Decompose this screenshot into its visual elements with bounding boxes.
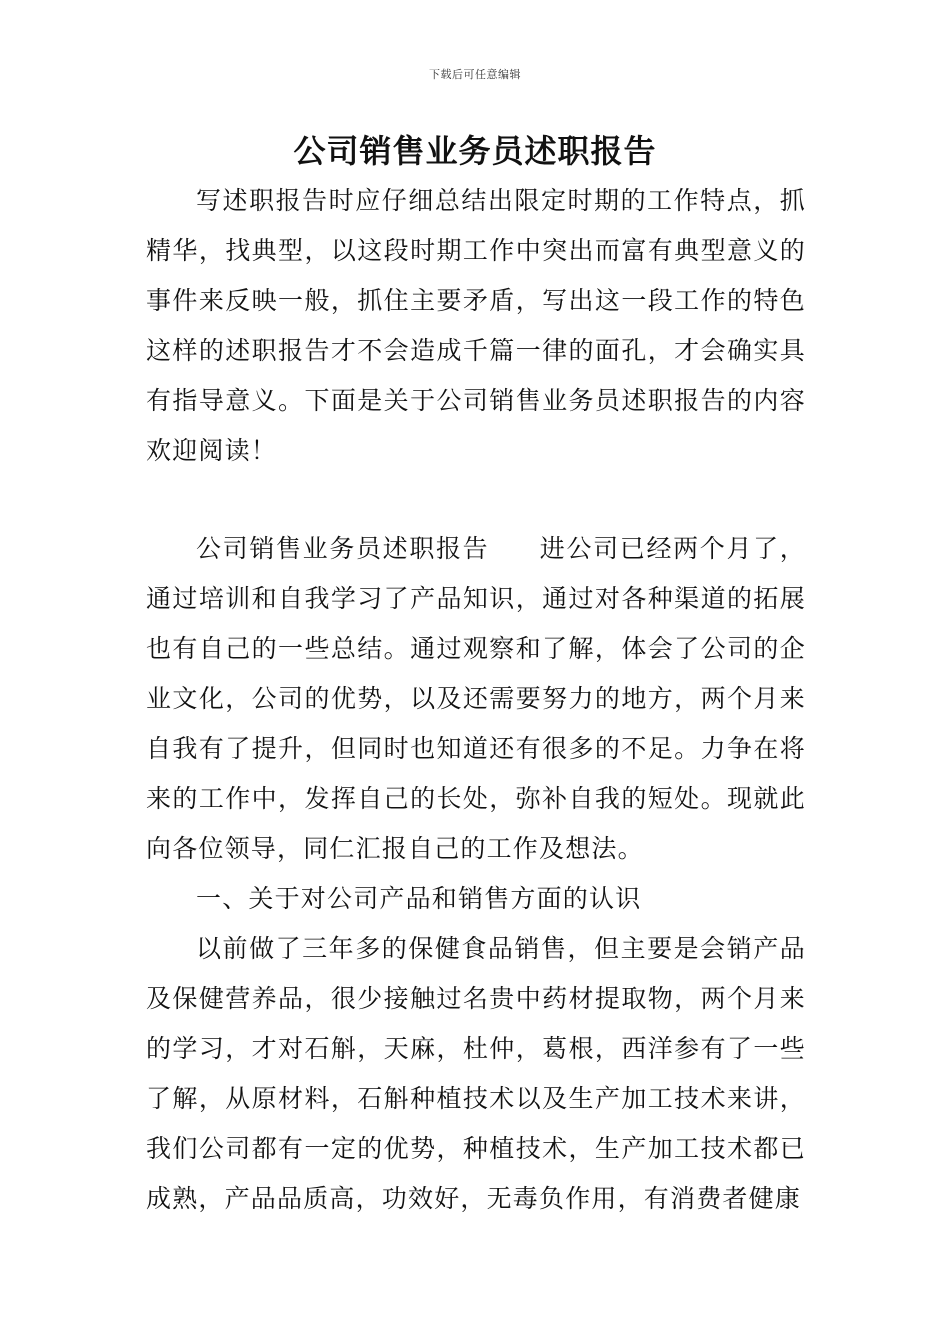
paragraph-1-text: 进公司已经两个月了，通过培训和自我学习了产品知识，通过对各种渠道的拓展也有自己的一些总结。通过观察和了解，体会了公司的企业文化，公司的优势，以及还需要努力的地方，两个月来自我有了提升，但同时也知道还有很多的不足。力争在将来的工作中，发挥自己的长处，弥补自我的短处。现就此向各位领导，同仁汇报自己的工作及想法。 [146,534,806,863]
report-paragraph-2: 以前做了三年多的保健食品销售，但主要是会销产品及保健营养品，很少接触过名贵中药材提取物，两个月来的学习，才对石斛，天麻，杜仲，葛根，西洋参有了一些了解，从原材料，石斛种植技术以及生产加工技术来讲，我们公司都有一定的优势，种植技术，生产加工技术都已成熟，产品品质高，功效好，无毒负作用，有消费者健康 [146,934,806,1213]
report-paragraph-1 [146,524,806,874]
intro-section [146,176,806,476]
section-heading: 公司销售业务员述职报告 [196,534,490,563]
subheading-1: 一、关于对公司产品和销售方面的认识 [196,884,642,913]
document-title: 公司销售业务员述职报告 [293,132,657,170]
header-note: 下载后可任意编辑 [429,68,521,81]
intro-paragraph: 写述职报告时应仔细总结出限定时期的工作特点，抓精华，找典型，以这段时期工作中突出而富有典型意义的事件来反映一般，抓住主要矛盾，写出这一段工作的特色这样的述职报告才不会造成千篇一律的面孔，才会确实具有指导意义。下面是关于公司销售业务员述职报告的内容欢迎阅读！ [146,186,806,465]
report-body [146,524,806,1224]
